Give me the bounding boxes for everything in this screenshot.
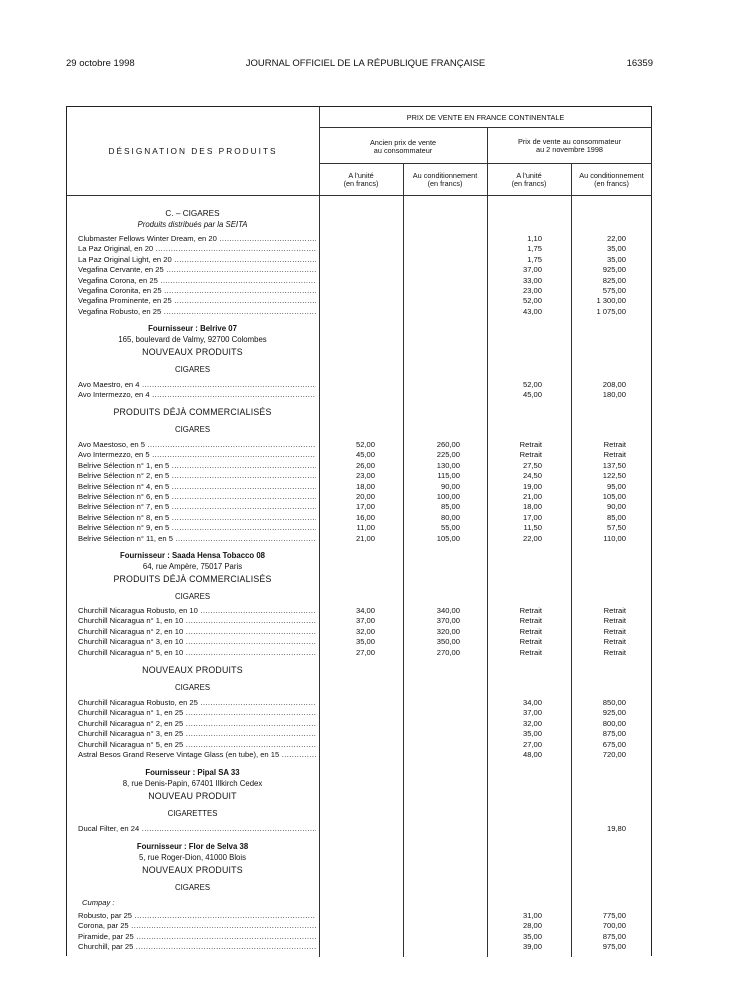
row-label: 5, rue Roger-Dion, 41000 Blois — [138, 853, 247, 862]
column-divider — [571, 163, 572, 957]
row-label: NOUVEAU PRODUIT — [148, 791, 237, 801]
old-unit-price: 26,00 — [355, 460, 375, 470]
old-pack-price: 340,00 — [436, 606, 460, 615]
new-unit-price: 37,00 — [522, 708, 542, 718]
column-divider — [403, 163, 404, 957]
new-pack-price: Retrait — [603, 616, 626, 626]
new-pack-price: Retrait — [603, 440, 626, 449]
row-label: Churchill Nicaragua n° 1, en 25 ..... — [78, 708, 316, 718]
new-unit-price: 52,00 — [522, 380, 542, 389]
new-pack-price: 575,00 — [602, 286, 626, 295]
new-pack-price: 1 300,00 — [596, 296, 626, 306]
new-unit-header-line1: A l'unité — [516, 171, 542, 180]
new-unit-price: 19,00 — [522, 481, 542, 491]
old-pack-price: 270,00 — [436, 647, 460, 657]
new-pack-price: 700,00 — [602, 921, 626, 931]
header-rule — [319, 127, 652, 128]
old-pack-price: 115,00 — [437, 471, 460, 481]
old-pack-price: 80,00 — [440, 512, 460, 522]
new-pack-price: 850,00 — [602, 698, 626, 707]
new-unit-header-line2: (en francs) — [511, 179, 547, 188]
row-label: Vegafina Corona, en 25 ..... — [78, 276, 316, 286]
old-pack-header-line2: (en francs) — [427, 179, 463, 188]
new-unit-price: 18,00 — [522, 502, 542, 512]
new-pack-price: 110,00 — [603, 533, 626, 543]
row-label: 8, rue Denis-Papin, 67401 Illkirch Cedex — [122, 779, 263, 788]
new-unit-price: Retrait — [519, 606, 542, 615]
new-unit-price: 17,00 — [522, 512, 542, 522]
row-label: Vegafina Prominente, en 25 ..... — [78, 296, 316, 306]
row-label: NOUVEAUX PRODUITS — [142, 665, 243, 675]
new-unit-price: 35,00 — [522, 931, 542, 941]
new-pack-price: Retrait — [603, 450, 626, 460]
old-pack-price: 225,00 — [436, 450, 460, 460]
row-label: Churchill, par 25 ..... — [78, 942, 316, 952]
row-label: PRODUITS DÉJÀ COMMERCIALISÉS — [113, 574, 272, 584]
row-label: PRODUITS DÉJÀ COMMERCIALISÉS — [113, 407, 272, 417]
new-pack-price: 208,00 — [602, 380, 626, 389]
row-label: Astral Besos Grand Reserve Vintage Glass (en tube), en 15 ..... — [78, 750, 316, 760]
row-label: Corona, par 25 ..... — [78, 921, 316, 931]
row-label: Belrive Sélection n° 1, en 5 ..... — [78, 461, 316, 471]
new-pack-price: 925,00 — [602, 265, 626, 275]
new-unit-price: 43,00 — [522, 306, 542, 316]
new-unit-price: 45,00 — [522, 390, 542, 400]
new-unit-price: 34,00 — [522, 698, 542, 707]
row-label: Vegafina Coronita, en 25 ..... — [78, 286, 316, 296]
new-pack-price: 122,50 — [602, 471, 626, 481]
row-label: Avo Intermezzo, en 4 ..... — [78, 390, 316, 400]
new-pack-price: 105,00 — [602, 492, 626, 501]
row-label: La Paz Original Light, en 20 ..... — [78, 255, 316, 265]
new-pack-price: 875,00 — [602, 931, 626, 941]
row-label: Ducal Filter, en 24 ..... — [78, 824, 316, 834]
new-unit-price: 27,00 — [522, 739, 542, 749]
row-label: CIGARES — [174, 683, 211, 692]
old-pack-price: 260,00 — [436, 440, 460, 449]
new-pack-price: 975,00 — [602, 942, 626, 952]
new-pack-header-line1: Au conditionnement — [579, 171, 644, 180]
new-pack-price: Retrait — [603, 626, 626, 636]
new-unit-price: 35,00 — [522, 729, 542, 739]
new-unit-price: 24,50 — [522, 471, 542, 481]
row-label: Avo Maestoso, en 5 ..... — [78, 440, 316, 450]
row-label: Churchill Nicaragua n° 3, en 25 ..... — [78, 729, 316, 739]
new-price-header-line1: Prix de vente au consommateur — [517, 137, 622, 146]
new-unit-price: Retrait — [519, 647, 542, 657]
new-pack-price: Retrait — [603, 637, 626, 647]
designation-header: DÉSIGNATION DES PRODUITS — [108, 146, 278, 156]
old-unit-price: 16,00 — [355, 512, 375, 522]
old-price-header-line1: Ancien prix de vente — [369, 138, 437, 147]
new-pack-price: 1 075,00 — [596, 306, 626, 316]
old-pack-price: 350,00 — [436, 637, 460, 647]
old-pack-price: 100,00 — [436, 492, 460, 501]
new-pack-price: 35,00 — [606, 254, 626, 264]
column-divider — [487, 127, 488, 957]
row-label: Produits distribués par la SEITA — [137, 220, 248, 229]
row-label: Churchill Nicaragua n° 2, en 10 ..... — [78, 627, 316, 637]
row-label: CIGARES — [174, 883, 211, 892]
row-label: Avo Intermezzo, en 5 ..... — [78, 450, 316, 460]
row-label: NOUVEAUX PRODUITS — [142, 347, 243, 357]
new-unit-price: Retrait — [519, 626, 542, 636]
old-unit-price: 45,00 — [355, 450, 375, 460]
new-pack-header-line2: (en francs) — [594, 179, 629, 188]
row-label: Fournisseur : Flor de Selva 38 — [136, 842, 249, 851]
new-unit-price: 1,75 — [527, 254, 542, 264]
new-unit-price: 1,75 — [527, 244, 542, 254]
row-label: Churchill Nicaragua n° 2, en 25 ..... — [78, 719, 316, 729]
header-rule — [67, 195, 652, 196]
new-unit-price: 22,00 — [522, 533, 542, 543]
old-unit-price: 20,00 — [355, 492, 375, 501]
new-unit-price: 23,00 — [522, 286, 542, 295]
new-unit-price: 39,00 — [522, 942, 542, 952]
new-pack-price: 137,50 — [602, 460, 626, 470]
row-label: CIGARES — [174, 592, 211, 601]
row-label: Belrive Sélection n° 6, en 5 ..... — [78, 492, 316, 502]
new-pack-price: 90,00 — [606, 502, 626, 512]
old-unit-price: 27,00 — [355, 647, 375, 657]
old-unit-price: 34,00 — [355, 606, 375, 615]
row-label: La Paz Original, en 20 ..... — [78, 244, 316, 254]
old-price-header-line2: au consommateur — [373, 146, 433, 155]
new-pack-price: 95,00 — [606, 481, 626, 491]
row-label: Belrive Sélection n° 7, en 5 ..... — [78, 502, 316, 512]
new-pack-price: 19,80 — [606, 824, 626, 833]
old-pack-price: 105,00 — [436, 533, 460, 543]
row-label: Churchill Nicaragua n° 5, en 25 ..... — [78, 740, 316, 750]
new-unit-price: 31,00 — [522, 911, 542, 920]
new-pack-price: 22,00 — [606, 234, 626, 243]
old-pack-price: 370,00 — [436, 616, 460, 626]
old-unit-price: 52,00 — [355, 440, 375, 449]
old-unit-price: 17,00 — [355, 502, 375, 512]
row-label: Churchill Nicaragua n° 3, en 10 ..... — [78, 637, 316, 647]
new-pack-price: Retrait — [603, 647, 626, 657]
new-unit-price: Retrait — [519, 440, 542, 449]
row-label: Cumpay : — [82, 898, 115, 907]
row-label: Churchill Nicaragua n° 5, en 10 ..... — [78, 648, 316, 658]
row-label: NOUVEAUX PRODUITS — [142, 865, 243, 875]
new-unit-price: Retrait — [519, 616, 542, 626]
new-unit-price: 27,50 — [522, 460, 542, 470]
new-unit-price: 32,00 — [522, 718, 542, 728]
row-label: 64, rue Ampère, 75017 Paris — [142, 562, 243, 571]
row-label: Fournisseur : Pipal SA 33 — [145, 768, 240, 777]
row-label: CIGARES — [174, 425, 211, 434]
row-label: Churchill Nicaragua Robusto, en 10 ..... — [78, 606, 316, 616]
row-label: CIGARES — [174, 365, 211, 374]
row-label: Robusto, par 25 ..... — [78, 911, 316, 921]
column-divider — [319, 107, 320, 957]
new-unit-price: Retrait — [519, 450, 542, 460]
new-unit-price: 1,10 — [527, 234, 542, 243]
new-unit-price: Retrait — [519, 637, 542, 647]
new-unit-price: 11,50 — [523, 523, 542, 533]
old-pack-price: 130,00 — [436, 460, 460, 470]
row-label: Vegafina Cervante, en 25 ..... — [78, 265, 316, 275]
new-pack-price: 57,50 — [606, 523, 626, 533]
row-label: Fournisseur : Saada Hensa Tobacco 08 — [119, 551, 265, 560]
new-pack-price: 875,00 — [602, 729, 626, 739]
row-label: Belrive Sélection n° 2, en 5 ..... — [78, 471, 316, 481]
new-pack-price: 720,00 — [602, 750, 626, 759]
new-pack-price: 825,00 — [602, 275, 626, 285]
new-pack-price: 35,00 — [606, 244, 626, 254]
new-pack-price: 85,00 — [606, 512, 626, 522]
new-pack-price: 925,00 — [602, 708, 626, 718]
old-pack-price: 55,00 — [440, 523, 460, 533]
old-unit-price: 23,00 — [355, 471, 375, 481]
price-table-frame — [66, 106, 652, 956]
old-pack-header-line1: Au conditionnement — [412, 171, 478, 180]
row-label: Vegafina Robusto, en 25 ..... — [78, 307, 316, 317]
new-unit-price: 33,00 — [522, 275, 542, 285]
new-pack-price: 775,00 — [602, 911, 626, 920]
row-label: Avo Maestro, en 4 ..... — [78, 380, 316, 390]
row-label: C. – CIGARES — [165, 209, 220, 218]
old-pack-price: 90,00 — [440, 481, 460, 491]
new-unit-price: 52,00 — [522, 296, 542, 306]
row-label: Fournisseur : Belrive 07 — [148, 324, 237, 333]
old-unit-price: 21,00 — [355, 533, 375, 543]
row-label: Belrive Sélection n° 8, en 5 ..... — [78, 513, 316, 523]
row-label: 165, boulevard de Valmy, 92700 Colombes — [118, 335, 267, 344]
row-label: Belrive Sélection n° 9, en 5 ..... — [78, 523, 316, 533]
old-unit-price: 11,00 — [356, 523, 375, 533]
row-label: CIGARETTES — [167, 809, 218, 818]
page-number: 16359 — [626, 58, 653, 69]
old-unit-price: 18,00 — [355, 481, 375, 491]
row-label: Belrive Sélection n° 4, en 5 ..... — [78, 482, 316, 492]
old-pack-price: 85,00 — [440, 502, 460, 512]
new-unit-price: 37,00 — [522, 265, 542, 275]
new-unit-price: 21,00 — [522, 492, 542, 501]
row-label: Churchill Nicaragua Robusto, en 25 ..... — [78, 698, 316, 708]
row-label: Churchill Nicaragua n° 1, en 10 ..... — [78, 616, 316, 626]
old-unit-price: 32,00 — [355, 626, 375, 636]
new-pack-price: 675,00 — [602, 739, 626, 749]
new-unit-price: 28,00 — [522, 921, 542, 931]
journal-title: JOURNAL OFFICIEL DE LA RÉPUBLIQUE FRANÇAISE — [245, 58, 486, 69]
new-pack-price: Retrait — [603, 606, 626, 615]
new-pack-price: 800,00 — [602, 718, 626, 728]
price-group-header: PRIX DE VENTE EN FRANCE CONTINENTALE — [406, 113, 565, 122]
old-unit-price: 37,00 — [355, 616, 375, 626]
header-rule — [319, 163, 652, 164]
row-label: Clubmaster Fellows Winter Dream, en 20 ..... — [78, 234, 316, 244]
new-price-header-line2: au 2 novembre 1998 — [536, 145, 603, 154]
new-pack-price: 180,00 — [602, 390, 626, 400]
old-pack-price: 320,00 — [436, 626, 460, 636]
old-unit-header-line2: (en francs) — [343, 179, 379, 188]
old-unit-price: 35,00 — [355, 637, 375, 647]
new-unit-price: 48,00 — [522, 750, 542, 759]
row-label: Piramide, par 25 ..... — [78, 932, 316, 942]
row-label: Belrive Sélection n° 11, en 5 ..... — [78, 534, 316, 544]
old-unit-header-line1: A l'unité — [348, 171, 374, 180]
page-date: 29 octobre 1998 — [66, 58, 135, 69]
